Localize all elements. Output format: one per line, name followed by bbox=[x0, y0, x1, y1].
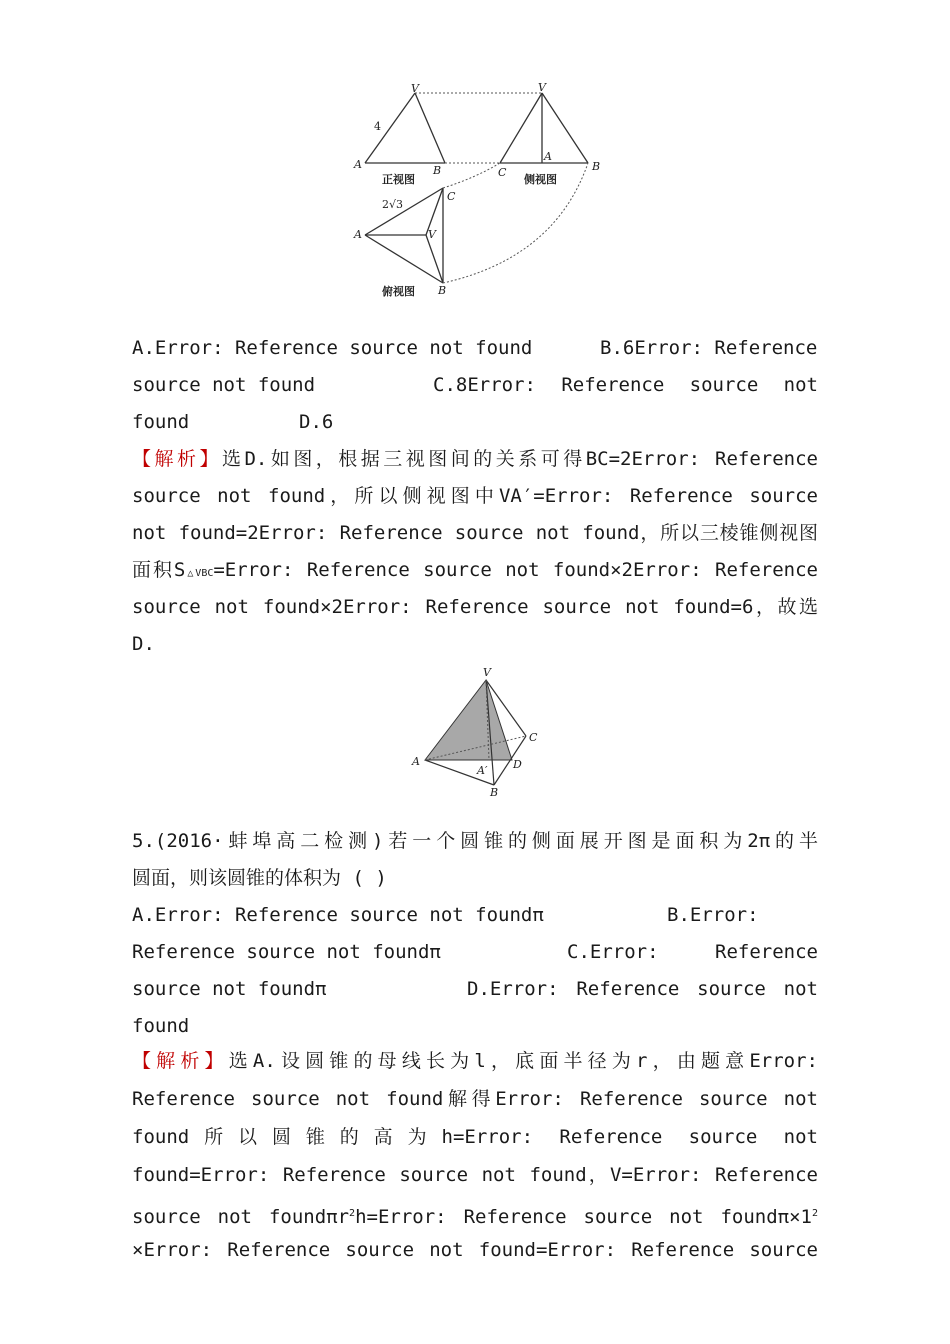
q4-option-d: D.6 bbox=[299, 411, 334, 433]
side-v-label: V bbox=[538, 81, 546, 94]
q5-option-b-cont: Reference source not foundπ bbox=[132, 941, 441, 963]
tetra-a-prime-label: A′ bbox=[477, 764, 488, 777]
q5-solution-tag: 【解析】 bbox=[132, 1050, 229, 1072]
side-c-label: C bbox=[498, 166, 507, 179]
tetra-c-label: C bbox=[529, 731, 538, 744]
q5-solution-line-5 bbox=[132, 1195, 818, 1232]
front-v-label: V bbox=[411, 82, 419, 95]
q5-volume-text-1: source not foundπr bbox=[132, 1206, 350, 1228]
side-view-label: 侧视图 bbox=[524, 173, 557, 186]
q5-stem-line-1: 5.(2016·蚌埠高二检测)若一个圆锥的侧面展开图是面积为2π的半 bbox=[132, 830, 818, 852]
tetra-v-label: V bbox=[483, 666, 491, 679]
front-a-label: A bbox=[354, 158, 362, 171]
q5-solution-line-3: found所以圆锥的高为h=Error: Reference source not bbox=[132, 1126, 818, 1148]
front-view-label: 正视图 bbox=[382, 173, 415, 186]
q4-options-line-3 bbox=[132, 404, 818, 441]
q4-option-a: A.Error: Reference source not found bbox=[132, 337, 533, 359]
q5-exponent-2: 2 bbox=[811, 1208, 819, 1219]
q5-option-d: D.Error: Reference source not bbox=[467, 978, 818, 1000]
q5-options-line-3 bbox=[132, 971, 818, 1008]
q4-area-subscript: △VBC bbox=[185, 568, 214, 579]
q5-solution-line-4: found=Error: Reference source not found，V=Error: Reference bbox=[132, 1164, 818, 1186]
q5-option-a: A.Error: Reference source not foundπ bbox=[132, 904, 544, 926]
q4-solution-line-5: source not found×2Error: Reference source not found=6，故选 bbox=[132, 596, 818, 618]
q5-options-line-1 bbox=[132, 897, 818, 934]
tetra-d-label: D bbox=[513, 758, 522, 771]
q5-options-line-4: found bbox=[132, 1015, 190, 1037]
q5-option-b: B.Error: bbox=[667, 904, 759, 926]
q5-solution-line-6: ×Error: Reference source not found=Error: Reference source bbox=[132, 1239, 818, 1261]
q5-option-c: C.Error: Reference bbox=[567, 941, 818, 963]
q4-option-b: B.6Error: Reference bbox=[600, 337, 818, 359]
top-a-label: A bbox=[354, 228, 362, 241]
tetra-b-label: B bbox=[490, 786, 499, 799]
q4-options-line-1 bbox=[132, 330, 818, 367]
q4-solution-text-1: 选D.如图，根据三视图间的关系可得BC=2Error: Reference bbox=[221, 448, 818, 470]
q5-stem-line-2: 圆面，则该圆锥的体积为 ( ) bbox=[132, 867, 387, 889]
top-c-label: C bbox=[447, 190, 456, 203]
q4-area-formula: =Error: Reference source not found×2Error: Reference bbox=[213, 559, 818, 581]
tetrahedron-figure bbox=[405, 664, 555, 799]
front-b-label: B bbox=[433, 164, 442, 177]
q5-volume-text-2: h=Error: Reference source not foundπ×1 bbox=[355, 1206, 812, 1228]
edge-label: 4 bbox=[374, 120, 381, 133]
q4-solution-line-3: not found=2Error: Reference source not found，所以三棱锥侧视图 bbox=[132, 522, 818, 544]
q5-option-c-cont: source not foundπ bbox=[132, 978, 327, 1000]
tetra-a-label: A bbox=[412, 755, 420, 768]
q4-options-line-2 bbox=[132, 367, 818, 404]
width-label: 2√3 bbox=[382, 198, 404, 211]
q4-option-b-cont: source not found bbox=[132, 374, 316, 396]
q5-solution-line-1 bbox=[132, 1043, 818, 1080]
q5-options-line-2 bbox=[132, 934, 818, 971]
q5-solution-line-2: Reference source not found解得Error: Reference source not bbox=[132, 1088, 818, 1110]
side-b-label: B bbox=[592, 160, 601, 173]
top-v-label: V bbox=[428, 228, 436, 241]
q4-solution-tag: 【解析】 bbox=[132, 448, 222, 470]
side-a-label: A bbox=[544, 150, 552, 163]
q4-solution-line-4 bbox=[132, 552, 818, 589]
q4-option-c-cont: found bbox=[132, 411, 190, 433]
q4-solution-line-2: source not found，所以侧视图中VA′=Error: Reference source bbox=[132, 485, 818, 507]
q4-solution-line-1 bbox=[132, 441, 818, 478]
three-views-figure bbox=[340, 78, 620, 303]
q5-solution-text-1: 选A.设圆锥的母线长为l，底面半径为r，由题意Error: bbox=[228, 1050, 818, 1072]
q4-solution-line-6: D. bbox=[132, 633, 155, 655]
top-view-label: 俯视图 bbox=[382, 285, 415, 298]
top-b-label: B bbox=[438, 284, 447, 297]
q4-option-c: C.8Error: Reference source not bbox=[433, 374, 818, 396]
q4-area-label: 面积S bbox=[132, 559, 186, 581]
q5-exponent-1: 2 bbox=[349, 1208, 356, 1219]
